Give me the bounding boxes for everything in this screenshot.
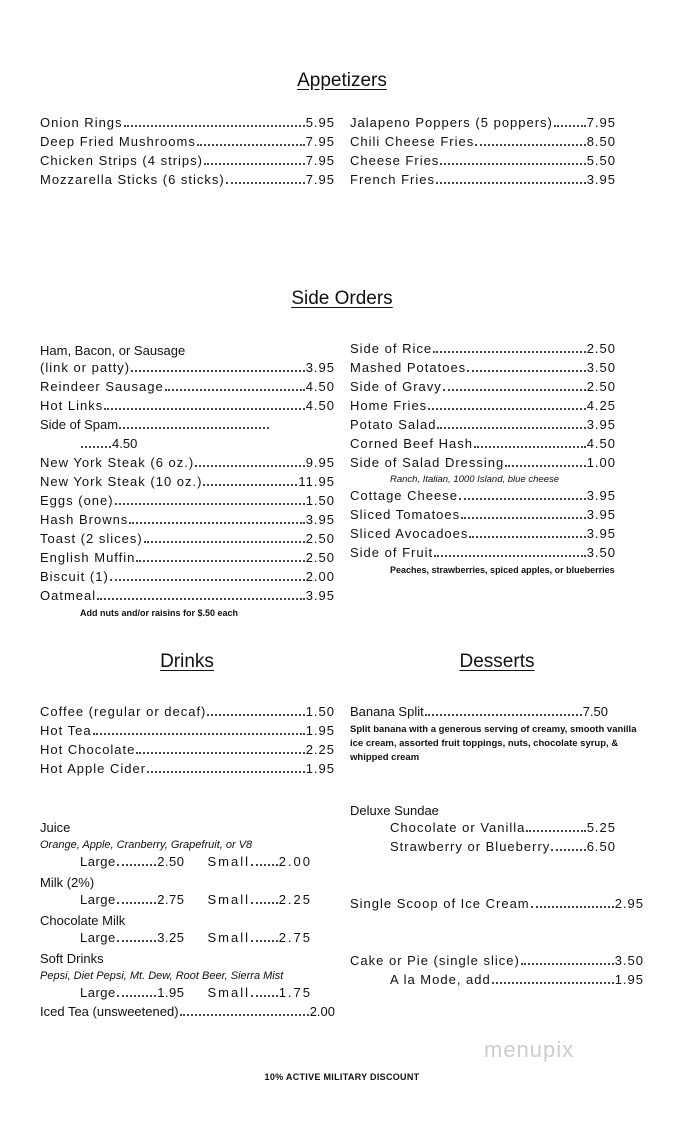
item-name: Mashed Potatoes [350,360,467,375]
large-price: 2.50 [157,854,185,869]
menu-item [40,550,335,569]
dot-leader [165,389,305,391]
dot-leader [443,389,586,391]
menu-item [40,153,335,172]
oatmeal-note: Add nuts and/or raisins for $.50 each [80,608,239,618]
dot-leader [226,182,305,184]
menu-item [40,531,335,550]
menu-item [40,115,335,134]
item-price: 4.50 [112,436,138,451]
item-name: Reindeer Sausage [40,379,164,394]
item-price: 9.95 [305,455,335,470]
item-name: English Muffin [40,550,136,565]
menu-item [40,569,335,588]
item-price: 3.95 [586,507,616,522]
item-name: Cake or Pie (single slice) [350,953,520,968]
menu-item [350,820,616,839]
menu-item [40,455,335,474]
dressing-note: Ranch, Italian, 1000 Island, blue cheese [390,474,560,485]
menu-item [350,839,616,858]
item-price: 2.50 [586,379,616,394]
item-name: New York Steak (6 oz.) [40,455,195,470]
item-name: A la Mode, add [390,972,491,987]
item-price: 3.50 [586,545,616,560]
item-name: Banana Split [350,704,424,719]
menu-item [40,398,335,417]
item-price: 2.00 [309,1004,335,1019]
item-name: Hot Chocolate [40,742,136,757]
item-price: 2.00 [305,569,335,584]
menu-item [350,360,616,379]
menupix-watermark: menupix [484,1037,575,1062]
item-price: 3.95 [586,417,616,432]
item-price: 2.50 [586,341,616,356]
size-price-row [40,892,335,911]
item-name: Deep Fried Mushrooms [40,134,196,149]
item-price: 7.50 [582,704,608,719]
large-price: 2.75 [157,892,185,907]
menu-item [40,742,335,761]
menu-item-a-la-mode [350,972,644,991]
item-name: Sliced Tomatoes [350,507,461,522]
item-price: 2.95 [614,896,644,911]
dot-leader [474,446,586,448]
item-name: Hot Tea [40,723,92,738]
soft-drinks-label: Soft Drinks [40,951,104,966]
size-price-row [40,930,335,949]
dot-leader [203,484,297,486]
item-price: 3.50 [614,953,644,968]
dot-leader [461,517,586,519]
item-name: Eggs (one) [40,493,114,508]
dot-leader [433,351,586,353]
item-price: 5.95 [305,115,335,130]
menu-item-iced-tea [40,1004,335,1023]
item-price: 3.95 [305,512,335,527]
item-name: Strawberry or Blueberry [390,839,551,854]
item-name: Potato Salad [350,417,437,432]
menu-item [350,153,616,172]
item-name: Onion Rings [40,115,123,130]
item-name: Iced Tea (unsweetened) [40,1004,179,1019]
dot-leader [115,503,305,505]
fruit-note: Peaches, strawberries, spiced apples, or blueberries [390,565,615,575]
dot-leader [195,465,304,467]
item-price: 4.50 [586,436,616,451]
small-label: Small [207,854,251,869]
menu-item [350,417,616,436]
appetizers-right [350,115,616,191]
dot-leader [526,830,585,832]
dot-leader [467,370,586,372]
menu-item [40,360,335,379]
dot-leader [207,714,304,716]
small-price: 2.25 [278,892,312,907]
desserts-column [350,704,644,991]
dot-leader [475,144,585,146]
item-price: 3.95 [586,172,616,187]
menu-item [40,512,335,531]
item-price: 8.50 [586,134,616,149]
size-price-row [40,985,335,1004]
menu-item [350,172,616,191]
menu-item [40,723,335,742]
ham-bacon-sausage-label: Ham, Bacon, or Sausage [40,343,186,358]
item-price: 1.95 [305,723,335,738]
menu-item-banana-split [350,704,608,723]
side-orders-heading: Side Orders [291,288,393,309]
banana-split-description: Split banana with a generous serving of creamy, smooth vanilla ice cream, assorted fruit toppings, nuts, chocolate syrup, & whipped cream [350,724,637,763]
large-price: 1.95 [157,985,185,1000]
dot-leader [469,536,585,538]
dot-leader [440,163,585,165]
item-name: Oatmeal [40,588,97,603]
item-price: 4.50 [305,379,335,394]
menu-item-single-scoop [350,896,644,915]
menu-item [350,134,616,153]
item-name: Side of Salad Dressing [350,455,505,470]
item-price: 7.95 [305,134,335,149]
military-discount-footer: 10% ACTIVE MILITARY DISCOUNT [264,1072,420,1082]
item-name: Side of Rice [350,341,433,356]
item-name: (link or patty) [40,360,131,375]
item-name: Biscuit (1) [40,569,109,584]
dot-leader [110,579,305,581]
dot-leader [97,598,305,600]
dot-leader [197,144,305,146]
dot-leader [428,408,586,410]
item-name: Side of Fruit [350,545,434,560]
menu-item [40,172,335,191]
menu-item [40,493,335,512]
item-price: 1.50 [305,704,335,719]
item-price: 2.25 [305,742,335,757]
drinks-column [40,704,335,1023]
item-name: Jalapeno Poppers (5 poppers) [350,115,553,130]
large-label: Large [80,854,116,869]
small-label: Small [207,892,251,907]
menu-item [40,379,335,398]
item-price: 3.95 [586,488,616,503]
item-name: Chili Cheese Fries [350,134,475,149]
item-price: 1.00 [586,455,616,470]
small-price: 1.75 [278,985,312,1000]
item-name: Hot Apple Cider [40,761,147,776]
item-price: 7.95 [305,153,335,168]
item-price: 4.25 [586,398,616,413]
dot-leader [93,733,305,735]
item-name: Chocolate or Vanilla [390,820,526,835]
deluxe-sundae-label: Deluxe Sundae [350,803,439,818]
item-name: New York Steak (10 oz.) [40,474,203,489]
spam-price-row [40,436,335,455]
milk-label: Milk (2%) [40,875,95,890]
item-price: 1.95 [305,761,335,776]
dot-leader [505,465,585,467]
menu-item [350,455,616,474]
small-price: 2.00 [278,854,312,869]
menu-item [350,488,616,507]
item-name: Mozzarella Sticks (6 sticks) [40,172,225,187]
size-price-row [40,854,335,873]
menu-item [40,704,335,723]
chocolate-milk-label: Chocolate Milk [40,913,126,928]
item-price: 7.95 [586,115,616,130]
appetizers-heading: Appetizers [297,70,387,91]
dot-leader [104,408,304,410]
menu-item [40,588,335,607]
dot-leader [136,560,304,562]
large-price: 3.25 [157,930,185,945]
item-name: Hot Links [40,398,104,413]
menu-item [40,474,335,493]
item-price: 3.95 [305,360,335,375]
menu-item [350,379,616,398]
menu-item [350,507,616,526]
menu-item [350,115,616,134]
dot-leader [129,522,304,524]
large-label: Large [80,892,116,907]
dot-leader [131,370,305,372]
item-price: 6.50 [586,839,616,854]
item-price: 3.95 [586,526,616,541]
dot-leader [124,125,305,127]
item-name: Cheese Fries [350,153,440,168]
item-name: Toast (2 slices) [40,531,143,546]
item-price: 5.50 [586,153,616,168]
dot-leader [144,541,305,543]
item-price: 3.50 [586,360,616,375]
drinks-heading: Drinks [160,651,214,672]
item-name: Side of Spam [40,417,119,432]
item-price: 2.50 [305,531,335,546]
item-name: Cottage Cheese [350,488,458,503]
juice-label: Juice [40,820,71,835]
menu-item [350,526,616,545]
item-name: Home Fries [350,398,428,413]
item-price: 1.95 [614,972,644,987]
menu-item [350,436,616,455]
dot-leader [459,498,586,500]
menu-item [350,341,616,360]
item-name: Side of Gravy [350,379,442,394]
side-orders-left [40,341,335,621]
item-price: 2.50 [305,550,335,565]
item-name: Hash Browns [40,512,129,527]
small-price: 2.75 [278,930,312,945]
item-name: Coffee (regular or decaf) [40,704,207,719]
menu-item [350,545,616,564]
menu-item [350,398,616,417]
item-name: Sliced Avocadoes [350,526,469,541]
item-name: French Fries [350,172,435,187]
item-price: 7.95 [305,172,335,187]
appetizers-left [40,115,335,191]
menu-item-spam [40,417,335,436]
menu-item [40,761,335,780]
dot-leader [434,555,586,557]
desserts-heading: Desserts [459,651,535,672]
item-price: 1.50 [305,493,335,508]
dot-leader [147,771,305,773]
dot-leader [204,163,305,165]
dot-leader [551,849,585,851]
dot-leader [554,125,586,127]
large-label: Large [80,930,116,945]
item-price: 4.50 [305,398,335,413]
small-label: Small [207,985,251,1000]
item-name: Chicken Strips (4 strips) [40,153,203,168]
soft-drinks-note: Pepsi, Diet Pepsi, Mt. Dew, Root Beer, Sierra Mist [40,970,284,982]
item-name: Single Scoop of Ice Cream [350,896,530,911]
dot-leader [136,752,304,754]
item-price: 11.95 [298,474,335,489]
item-name: Corned Beef Hash [350,436,473,451]
side-orders-right [350,341,616,578]
juice-note: Orange, Apple, Cranberry, Grapefruit, or V8 [40,839,253,851]
small-label: Small [207,930,251,945]
dot-leader [436,182,586,184]
menu-item-cake-pie [350,953,644,972]
item-price: 5.25 [586,820,616,835]
dot-leader [437,427,585,429]
menu-item [40,134,335,153]
item-price: 3.95 [305,588,335,603]
large-label: Large [80,985,116,1000]
